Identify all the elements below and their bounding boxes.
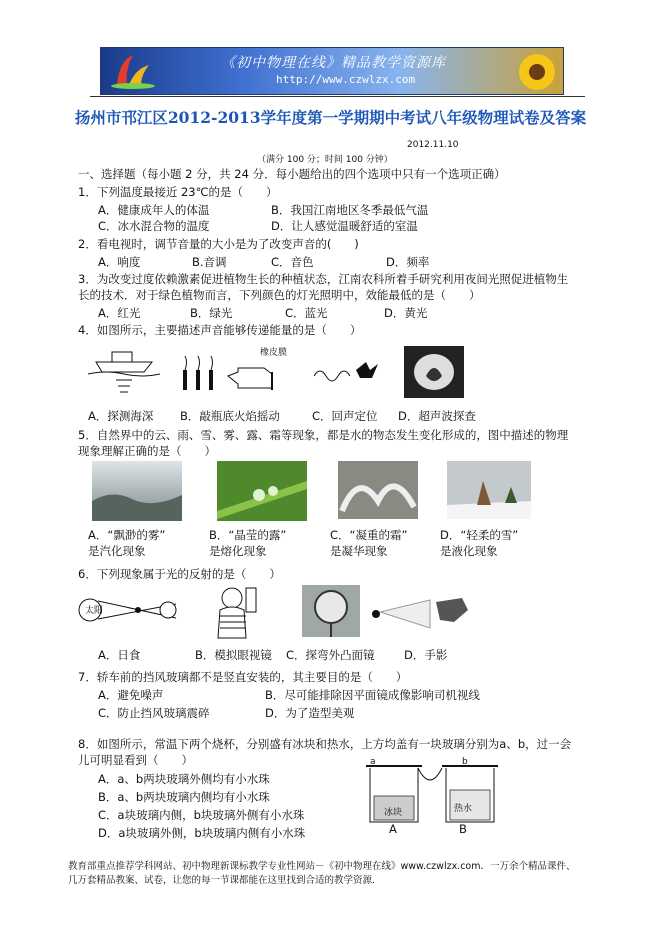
q3-stem-line2: 长的技术．对于绿色植物而言，下列颜色的灯光照明中，效能最低的是（ ） <box>78 288 481 302</box>
q7-option-d: D．为了造型美观 <box>265 706 355 720</box>
q7-stem: 7．轿车前的挡风玻璃都不是竖直安装的，其主要目的是（ ） <box>78 670 408 684</box>
beaker-b-label: B <box>459 822 467 836</box>
q1-option-d: D．让人感觉温暖舒适的室温 <box>271 219 418 233</box>
q1-stem: 1．下列温度最接近 23℃的是（ ） <box>78 185 278 199</box>
footer-line-1: 教育部重点推荐学科网站、初中物理新课标教学专业性网站－《初中物理在线》www.czwlzx.com．一万余个精品课件、 <box>68 861 576 872</box>
convex-mirror-figure <box>302 585 360 637</box>
q5-option-a-line1: A．“飘渺的雾” <box>88 528 166 542</box>
q5-option-d-line1: D．“轻柔的雪” <box>440 528 519 542</box>
q1-option-c: C．冰水混合物的温度 <box>98 219 210 233</box>
q8-option-c: C．a块玻璃内侧，b块玻璃外侧有小水珠 <box>98 808 305 822</box>
membrane-label: 橡皮膜 <box>260 348 288 358</box>
q4-option-b: B．敲瓶底火焰摇动 <box>180 409 280 423</box>
q6-option-d: D．手影 <box>404 648 448 662</box>
section-heading: 一、选择题（每小题 2 分，共 24 分．每小题给出的四个选项中只有一个选项正确） <box>78 167 506 181</box>
q5-option-b-line2: 是熔化现象 <box>209 544 267 558</box>
q8-option-d: D．a块玻璃外侧，b块玻璃内侧有小水珠 <box>98 826 306 840</box>
q1-option-a: A．健康成年人的体温 <box>98 203 210 217</box>
q2-option-b: B.音调 <box>192 255 227 269</box>
logo-icon <box>107 51 159 91</box>
q8-stem-line2: 儿可明显看到（ ） <box>78 753 193 767</box>
q2-option-a: A．响度 <box>98 255 141 269</box>
banner-url[interactable]: http://www.czwlzx.com <box>276 73 416 86</box>
ultrasound-figure <box>404 346 464 398</box>
hand-shadow-figure <box>370 592 470 632</box>
q5-option-b-line1: B．“晶莹的露” <box>209 528 287 542</box>
footer-line-2: 几万套精品教案、试卷，让您的每一节课都能在这里找到合适的教学资源． <box>68 875 382 886</box>
q7-option-c: C．防止挡风玻璃震碎 <box>98 706 210 720</box>
bat-echo-figure <box>310 352 380 398</box>
q2-option-c: C．音色 <box>271 255 314 269</box>
q3-option-d: D．黄光 <box>384 306 428 320</box>
q4-stem: 4．如图所示，主要描述声音能够传递能量的是（ ） <box>78 323 362 337</box>
periscope-figure <box>206 582 266 640</box>
ship-sonar-figure <box>88 340 160 402</box>
fog-photo <box>92 461 182 521</box>
dew-photo <box>217 461 307 521</box>
q5-stem-line1: 5．自然界中的云、雨、雪、雾、露、霜等现象，都是水的物态发生变化形成的，图中描述的物理 <box>78 428 569 442</box>
sunflower-icon <box>517 52 557 92</box>
glass-a-label: a <box>370 757 376 767</box>
beaker-a-label: A <box>389 822 397 836</box>
beakers-figure <box>362 760 502 835</box>
banner[interactable] <box>100 47 564 95</box>
banner-title: 《初中物理在线》精品教学资源库 <box>221 55 446 71</box>
q2-stem: 2．看电视时，调节音量的大小是为了改变声音的( ) <box>78 237 359 251</box>
q5-option-c-line1: C．“凝重的霜” <box>330 528 408 542</box>
q3-stem-line1: 3．为改变过度依赖激素促进植物生长的种植状态，江南农科所着手研究利用夜间光照促进植物生 <box>78 272 569 286</box>
q3-option-a: A．红光 <box>98 306 141 320</box>
exam-date: 2012.11.10 <box>407 140 459 150</box>
q8-stem-line1: 8．如图所示，常温下两个烧杯，分别盛有冰块和热水，上方均盖有一块玻璃分别为a、b，过一会 <box>78 737 572 751</box>
exam-info: （满分 100 分；时间 100 分钟） <box>257 155 393 165</box>
hot-water-label: 热水 <box>454 804 473 814</box>
q4-option-c: C．回声定位 <box>312 409 378 423</box>
q4-option-d: D．超声波探查 <box>398 409 476 423</box>
q6-option-c: C．探弯外凸面镜 <box>286 648 375 662</box>
snow-photo <box>447 461 531 519</box>
q5-option-c-line2: 是凝华现象 <box>330 544 388 558</box>
ice-label: 冰块 <box>384 808 403 818</box>
q8-option-b: B．a、b两块玻璃内侧均有小水珠 <box>98 790 270 804</box>
q5-option-a-line2: 是汽化现象 <box>88 544 146 558</box>
q7-option-b: B．尽可能排除因平面镜成像影响司机视线 <box>265 688 480 702</box>
header-rule <box>90 96 585 97</box>
q3-option-c: C．蓝光 <box>285 306 328 320</box>
frost-photo <box>338 461 418 519</box>
q3-option-b: B．绿光 <box>190 306 233 320</box>
sun-label: 太阳 <box>85 606 104 616</box>
q1-option-b: B．我国江南地区冬季最低气温 <box>271 203 429 217</box>
q5-stem-line2: 现象理解正确的是（ ） <box>78 444 216 458</box>
q8-option-a: A．a、b两块玻璃外侧均有小水珠 <box>98 772 270 786</box>
q5-option-d-line2: 是液化现象 <box>440 544 498 558</box>
document-title: 扬州市邗江区2012-2013学年度第一学期期中考试八年级物理试卷及答案 <box>74 108 587 127</box>
glass-b-label: b <box>462 757 468 767</box>
q6-option-a: A．日食 <box>98 648 141 662</box>
q4-option-a: A．探测海深 <box>88 409 154 423</box>
q6-option-b: B．模拟眼视镜 <box>195 648 272 662</box>
q2-option-d: D．频率 <box>386 255 430 269</box>
q7-option-a: A．避免噪声 <box>98 688 164 702</box>
q6-stem: 6．下列现象属于光的反射的是（ ） <box>78 567 281 581</box>
